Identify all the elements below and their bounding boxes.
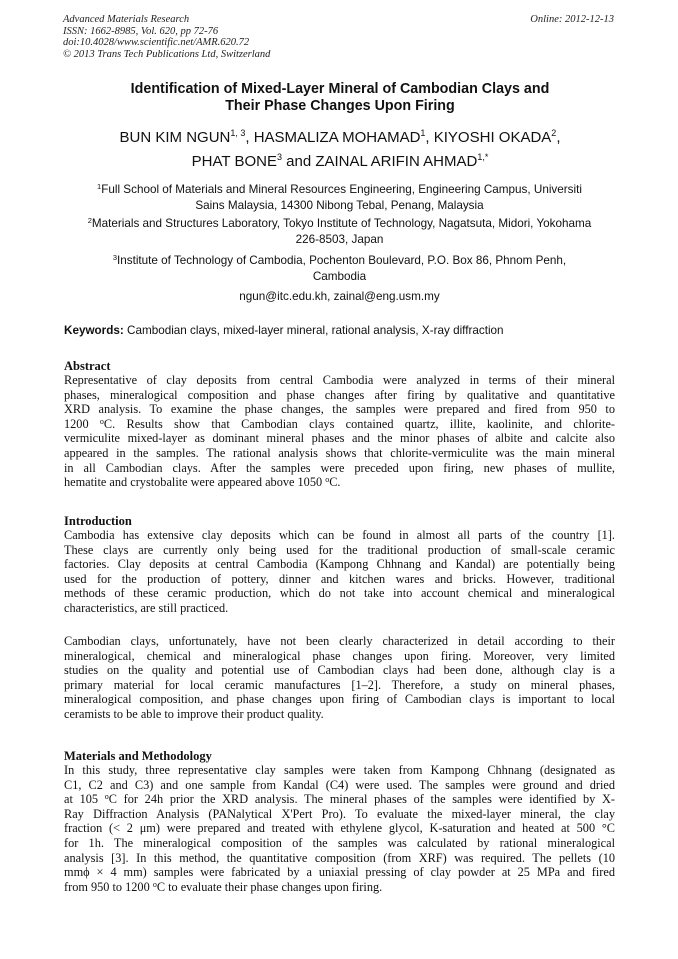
abstract-section bbox=[64, 359, 615, 490]
abstract-line-8-tail: C. bbox=[329, 475, 341, 490]
journal-doi: doi:10.4028/www.scientific.net/AMR.620.72 bbox=[63, 37, 250, 48]
author-5: and ZAINAL ARIFIN AHMAD bbox=[281, 153, 478, 170]
author-1: BUN KIM NGUN bbox=[119, 129, 231, 146]
methods-line bbox=[64, 792, 615, 807]
degree-sup: o bbox=[104, 792, 109, 802]
introduction-heading: Introduction bbox=[64, 514, 132, 528]
keywords bbox=[64, 323, 615, 338]
degree-sup: o bbox=[152, 879, 157, 889]
affiliation-2-line-1 bbox=[64, 216, 615, 232]
methods-line: Ray Diffraction Analysis (PANalytical X'Pert Pro). To evaluate the mixed-layer mineral, the clay bbox=[64, 806, 615, 821]
author-list bbox=[60, 126, 620, 174]
introduction-section bbox=[64, 514, 615, 616]
intro-p2-line: mineralogical, chemical and mineralogical phase changes upon firing. Moreover, very limited bbox=[64, 648, 615, 663]
abstract-line: phases, mineralogical composition and phase changes after firing by qualitative and quantitative bbox=[64, 387, 615, 402]
abstract-line bbox=[64, 417, 615, 432]
methods-line: In this study, three representative clay samples were taken from Kampong Chhnang (designated as bbox=[64, 763, 615, 777]
online-date: Online: 2012-12-13 bbox=[530, 14, 614, 25]
introduction-paragraph-2 bbox=[64, 634, 615, 722]
author-line-1-tail: , bbox=[556, 129, 561, 146]
author-line-1 bbox=[60, 126, 620, 150]
abstract-line-4-head: 1200 bbox=[64, 416, 100, 431]
affiliation-2-sup: 2 bbox=[87, 216, 92, 225]
affiliation-1-line-1 bbox=[64, 182, 615, 198]
affiliation-3-line-2: Cambodia bbox=[312, 269, 367, 283]
abstract-line: in all Cambodian clays. After the samples were preceded upon firing, new phases of mullite, bbox=[64, 460, 615, 475]
journal-name: Advanced Materials Research bbox=[63, 14, 190, 25]
affiliation-1-text: Full School of Materials and Mineral Resources Engineering, Engineering Campus, Universiti bbox=[101, 183, 582, 196]
title-line-1: Identification of Mixed-Layer Mineral of Cambodian Clays and bbox=[130, 81, 550, 97]
methods-line: analysis [3]. In this method, the quantitative composition (from XRF) was required. The pellets (10 bbox=[64, 850, 615, 865]
intro-p1-line: factories. Clay deposits at central Cambodia (Kampong Chhnang and Kandal) are potentially being bbox=[64, 557, 615, 572]
methods-line: C1, C2 and C3) and one sample from Kandal (C4) were used. The samples were ground and dried bbox=[64, 777, 615, 792]
intro-p2-line: primary material for local ceramic manufactures [1–2]. Therefore, a study on mineral phases, bbox=[64, 677, 615, 692]
affiliation-3-sup: 3 bbox=[112, 253, 117, 262]
methods-line-9-head: from 950 to 1200 bbox=[64, 879, 153, 894]
author-emails: ngun@itc.edu.kh, zainal@eng.usm.my bbox=[239, 290, 440, 303]
intro-p1-line: used for the production of pottery, dinner and kitchen wares and bricks. However, traditional bbox=[64, 571, 615, 586]
intro-p1-line: Cambodia has extensive clay deposits which can be found in almost all parts of the country [1]. bbox=[64, 528, 615, 542]
author-4: PHAT BONE bbox=[191, 153, 277, 170]
abstract-heading: Abstract bbox=[64, 359, 111, 373]
abstract-line: XRD analysis. To examine the phase changes, the samples were prepared and fired from 950 to bbox=[64, 402, 615, 417]
intro-p1-line: methods of these ceramic production, which do not take into account chemical and mineralogical bbox=[64, 586, 615, 601]
author-4-affil: 3 bbox=[276, 152, 282, 162]
methods-heading: Materials and Methodology bbox=[64, 749, 212, 763]
keywords-text: Cambodian clays, mixed-layer mineral, rational analysis, X-ray diffraction bbox=[123, 324, 504, 337]
paper-title bbox=[70, 81, 610, 115]
abstract-line: Representative of clay deposits from central Cambodia were analyzed in terms of their mineral bbox=[64, 373, 615, 387]
abstract-line-8-head: hematite and crystobalite were appeared above 1050 bbox=[64, 475, 326, 490]
methods-line bbox=[64, 880, 615, 895]
abstract-line: vermiculite mixed-layer as dominant mineral phases and the minor phases of albite and calcite also bbox=[64, 431, 615, 446]
affiliation-1-line-2: Sains Malaysia, 14300 Nibong Tebal, Penang, Malaysia bbox=[195, 198, 484, 212]
affiliation-3-line-1 bbox=[64, 253, 615, 269]
author-5-affil: 1,* bbox=[477, 152, 489, 162]
journal-issn: ISSN: 1662-8985, Vol. 620, pp 72-76 bbox=[63, 25, 219, 37]
intro-p2-line: mineralogical composition, and phase changes upon firing of Cambodian clays is important to local bbox=[64, 692, 615, 707]
author-line-2 bbox=[60, 150, 620, 174]
affiliation-3 bbox=[64, 253, 615, 284]
intro-p2-line: Cambodian clays, unfortunately, have not been clearly characterized in detail according to their bbox=[64, 634, 615, 648]
degree-sup: o bbox=[99, 416, 104, 426]
intro-p2-line: ceramists to be able to improve their product quality. bbox=[64, 706, 324, 721]
affiliation-2-line-2: 226-8503, Japan bbox=[295, 232, 384, 246]
author-3: , KIYOSHI OKADA bbox=[425, 129, 552, 146]
author-2: , HASMALIZA MOHAMAD bbox=[245, 129, 421, 146]
intro-p2-line: studies on the quality and potential use of Cambodian clays had been done, although clay is a bbox=[64, 663, 615, 678]
methods-line-3-tail: C for 24h prior the XRD analysis. The mineral phases of the samples were identified by X- bbox=[108, 792, 615, 807]
author-2-affil: 1 bbox=[420, 128, 426, 138]
abstract-line-4-tail: C. Results show that Cambodian clays contained quartz, illite, kaolinite, and chlorite- bbox=[103, 416, 616, 431]
journal-copyright: © 2013 Trans Tech Publications Ltd, Switzerland bbox=[63, 48, 271, 60]
abstract-line bbox=[64, 475, 615, 490]
affiliation-2-text: Materials and Structures Laboratory, Tokyo Institute of Technology, Nagatsuta, Midori, Yokohama bbox=[91, 217, 592, 230]
keywords-label: Keywords: bbox=[64, 324, 124, 337]
degree-sup: o bbox=[325, 475, 330, 485]
author-3-affil: 2 bbox=[551, 128, 557, 138]
methods-line: for 1h. The mineralogical composition of the samples was calculated by rational mineralogical bbox=[64, 835, 615, 850]
affiliation-3-text: Institute of Technology of Cambodia, Pochenton Boulevard, P.O. Box 86, Phnom Penh, bbox=[116, 254, 567, 267]
author-1-affil: 1, 3 bbox=[230, 128, 246, 138]
intro-p1-line: characteristics, are still practiced. bbox=[64, 600, 229, 615]
methods-line: fraction (< 2 μm) were prepared and treated with ethylene glycol, K-saturation and heated at 500 °C bbox=[64, 821, 615, 836]
title-line-2: Their Phase Changes Upon Firing bbox=[225, 98, 455, 114]
methods-line: mmϕ × 4 mm) samples were fabricated by a uniaxial pressing of clay powder at 25 MPa and fired bbox=[64, 865, 615, 880]
affiliation-2 bbox=[64, 216, 615, 247]
methods-section bbox=[64, 749, 615, 894]
intro-p1-line: These clays are currently only being used for the traditional production of small-scale ceramic bbox=[64, 542, 615, 557]
affiliation-1-sup: 1 bbox=[97, 182, 102, 191]
methods-line-3-head: at 105 bbox=[64, 792, 105, 807]
journal-header bbox=[63, 14, 270, 60]
abstract-line: appeared in the samples. The rational analysis shows that chlorite-vermiculite was the main mineral bbox=[64, 445, 615, 460]
affiliation-1 bbox=[64, 182, 615, 213]
methods-line-9-tail: C to evaluate their phase changes upon firing. bbox=[156, 879, 383, 894]
